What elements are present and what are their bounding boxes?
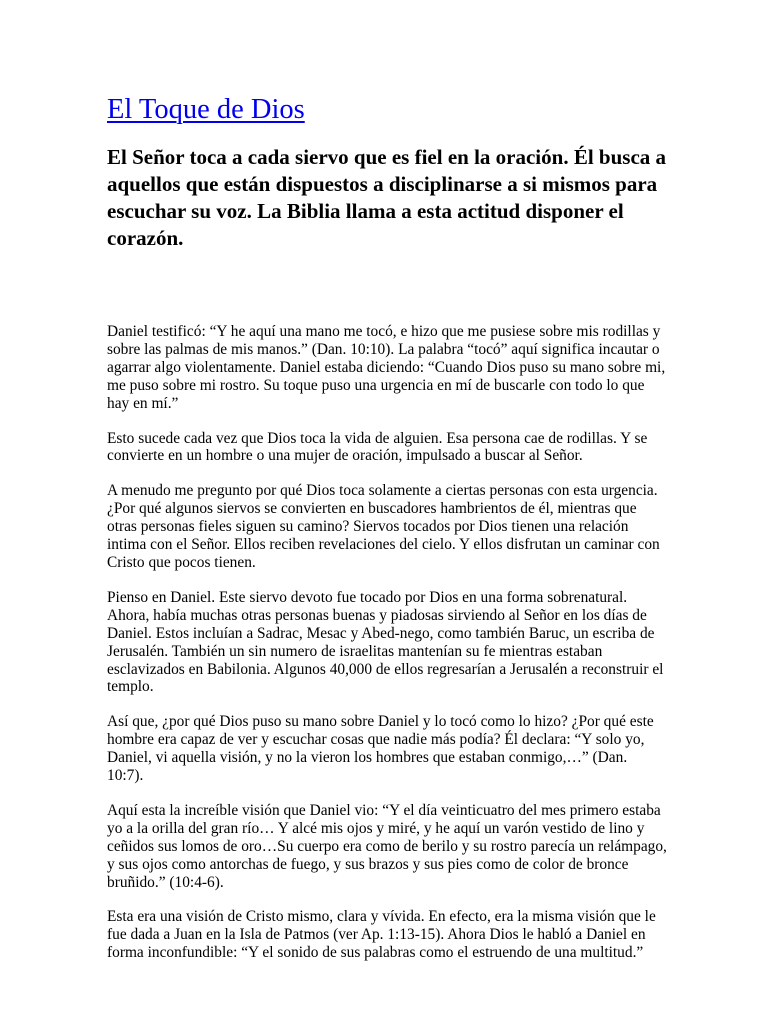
document-title [107,92,667,128]
paragraph-5: Así que, ¿por qué Dios puso su mano sobre Daniel y lo tocó como lo hizo? ¿Por qué este hombre era capaz de ver y escuchar cosas que nadie más podía? Él declara: “Y solo yo, Daniel, vi aquella visión, y no la vieron los hombres que estaban conmigo,…” (Dan. 10:7). [107,713,654,785]
paragraph-6: Aquí esta la increíble visión que Daniel vio: “Y el día veinticuatro del mes primero estaba yo a la orilla del gran río… Y alcé mis ojos y miré, y he aquí un varón vestido de lino y ceñidos sus lomos de oro…Su cuerpo era como de berilo y su rostro parecía un relámpago, y sus ojos como antorchas de fuego, y sus brazos y sus pies como de color de bronce bruñido.” (10:4-6). [107,801,667,891]
title-link[interactable]: El Toque de Dios [107,94,305,125]
document-body [107,323,667,962]
paragraph-4: Pienso en Daniel. Este siervo devoto fue tocado por Dios en una forma sobrenatural. Ahora, había muchas otras personas buenas y piadosas sirviendo al Señor en los días de Daniel. Estos incluían a Sadrac, Mesac y Abed-nego, como también Baruc, un escriba de Jerusalén. También un sin numero de israelitas mantenían su fe mientras estaban esclavizados en Babilonia. Algunos 40,000 de ellos regresarían a Jerusalén a reconstruir el templo. [107,588,664,696]
document-subtitle: El Señor toca a cada siervo que es fiel en la oración. Él busca a aquellos que están dispuestos a disciplinarse a si mismos para escuchar su voz. La Biblia llama a esta actitud disponer el corazón. [107,145,667,250]
paragraph-1: Daniel testificó: “Y he aquí una mano me tocó, e hizo que me pusiese sobre mis rodillas y sobre las palmas de mis manos.” (Dan. 10:10). La palabra “tocó” aquí significa incautar o agarrar algo violentamente. Daniel estaba diciendo: “Cuando Dios puso su mano sobre mi, me puso sobre mi rostro. Su toque puso una urgencia en mí de buscarle con todo lo que hay en mí.” [107,323,666,412]
document-page [107,92,667,979]
paragraph-3: A menudo me pregunto por qué Dios toca solamente a ciertas personas con esta urgencia. ¿Por qué algunos siervos se convierten en buscadores hambrientos de él, mientras que otras personas fieles siguen su camino? Siervos tocados por Dios tienen una relación intima con el Señor. Ellos reciben revelaciones del cielo. Y ellos disfrutan un caminar con Cristo que pocos tienen. [107,482,660,571]
paragraph-7: Esta era una visión de Cristo mismo, clara y vívida. En efecto, era la misma visión que le fue dada a Juan en la Isla de Patmos (ver Ap. 1:13-15). Ahora Dios le habló a Daniel en forma inconfundible: “Y el sonido de sus palabras como el estruendo de una multitud.” [107,908,656,962]
paragraph-2: Esto sucede cada vez que Dios toca la vida de alguien. Esa persona cae de rodillas. Y se convierte en un hombre o una mujer de oración, impulsado a buscar al Señor. [107,429,648,465]
